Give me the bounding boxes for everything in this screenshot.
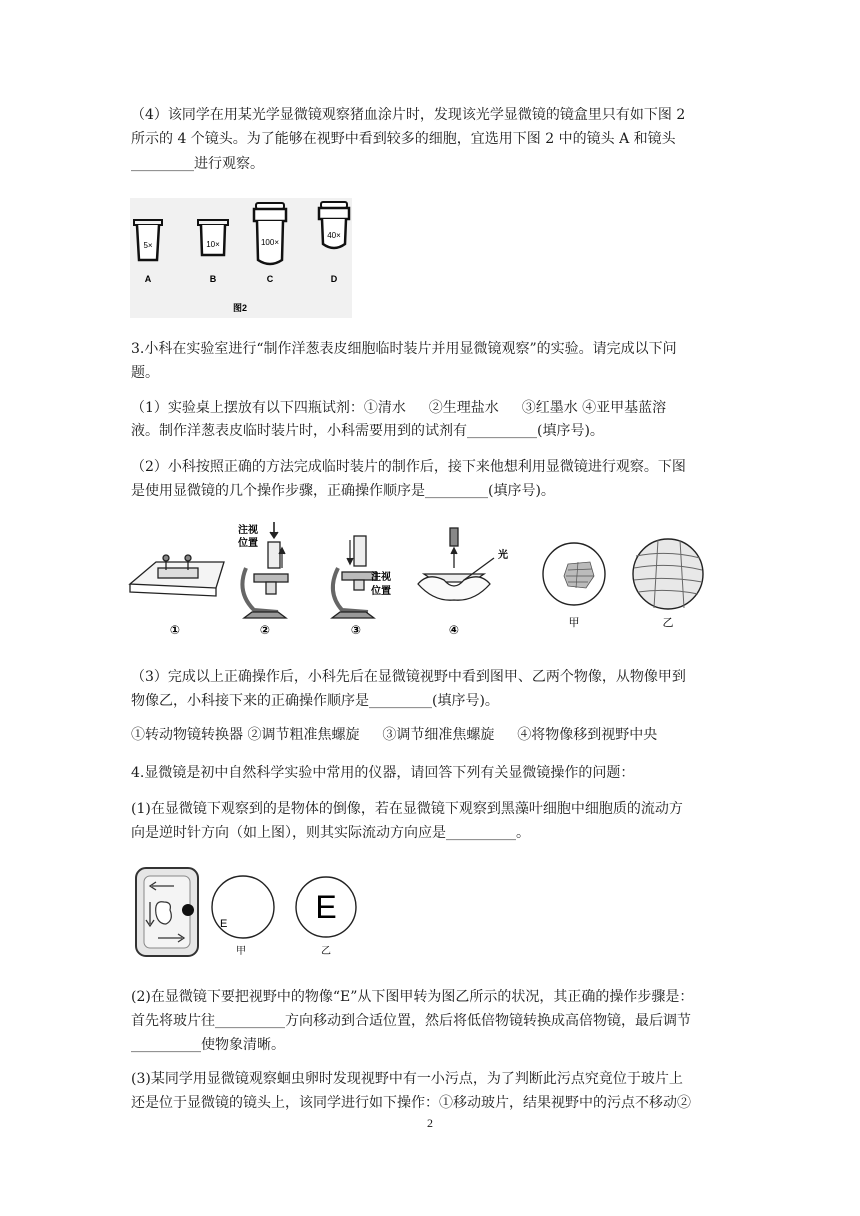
lens-c-label: C (266, 274, 274, 284)
view-jia-label: 甲 (568, 617, 580, 629)
view-yi (633, 539, 703, 609)
step-2-drawing (242, 522, 288, 618)
step-1-label: ① (169, 623, 181, 637)
q3-1-line2: 液。制作洋葱表皮临时装片时，小科需要用到的试剂有__________(填序号)。 (131, 423, 604, 439)
q4-1-line2: 向是逆时针方向（如上图），则其实际流动方向应是__________。 (131, 825, 530, 841)
big-e: E (315, 889, 337, 925)
small-e: E (220, 918, 228, 930)
q4-3-line2: 还是位于显微镜的镜头上，该同学进行如下操作：①移动玻片，结果视野中的污点不移动② (131, 1095, 691, 1111)
step-3-drawing (332, 536, 376, 618)
figure-2-lenses (130, 198, 352, 322)
q2-4-line1: （4）该同学在用某光学显微镜观察猪血涂片时，发现该光学显微镜的镜盒里只有如下图 2 (131, 107, 686, 123)
q4-line1: 4.显微镜是初中自然科学实验中常用的仪器，请回答下列有关显微镜操作的问题： (131, 765, 635, 781)
q3-2-line1: （2）小科按照正确的方法完成临时装片的制作后，接下来他想利用显微镜进行观察。下图 (131, 459, 686, 475)
q3-2-line2: 是使用显微镜的几个操作步骤，正确操作顺序是_________(填序号)。 (131, 483, 555, 499)
step-3-watch-2: 位置 (371, 586, 391, 597)
step-3-label: ③ (350, 623, 362, 637)
step-4-label: ④ (448, 623, 460, 637)
q3-line2: 题。 (131, 365, 159, 381)
step-3-watch-1: 注视 (371, 572, 391, 583)
q2-4-line2: 所示的 4 个镜头。为了能够在视野中看到较多的细胞，宜选用下图 2 中的镜头 A 和镜头 (131, 131, 676, 147)
cytoplasm-flow-cell (136, 868, 198, 956)
e-view-jia-label: 甲 (236, 946, 246, 957)
q4-2-line1: (2)在显微镜下要把视野中的物像“E”从下图甲转为图乙所示的状况，其正确的操作步骤是： (131, 989, 694, 1005)
q3-line1: 3.小科在实验室进行“制作洋葱表皮细胞临时装片并用显微镜观察”的实验。请完成以下问 (131, 341, 677, 357)
q2-4-line3: _________进行观察。 (131, 156, 264, 172)
step-2-label: ② (259, 623, 271, 637)
figure-3-steps (128, 522, 728, 654)
step-4-drawing (418, 528, 494, 600)
e-view-yi (296, 877, 356, 937)
lens-d-mag: 40× (327, 231, 341, 240)
q3-3-line1: （3）完成以上正确操作后，小科先后在显微镜视野中看到图甲、乙两个物像，从物像甲到 (131, 669, 686, 685)
lens-b-label: B (209, 274, 217, 284)
step-4-light: 光 (498, 550, 508, 561)
step-2-watch-2: 位置 (238, 538, 258, 549)
page-number: 2 (427, 1116, 433, 1130)
q4-1-line1: (1)在显微镜下观察到的是物体的倒像，若在显微镜下观察到黑藻叶细胞中细胞质的流动方 (131, 801, 683, 817)
view-jia (543, 543, 605, 605)
lens-b-mag: 10× (206, 240, 220, 249)
q3-options: ①转动物镜转换器 ②调节粗准焦螺旋 ③调节细准焦螺旋 ④将物像移到视野中央 (131, 727, 658, 743)
lens-a-label: A (144, 274, 152, 284)
q4-3-line1: (3)某同学用显微镜观察蛔虫卵时发现视野中有一小污点，为了判断此污点究竟位于玻片上 (131, 1071, 683, 1087)
step-2-watch-1: 注视 (238, 525, 258, 536)
e-view-yi-label: 乙 (321, 946, 331, 957)
q4-2-line3: __________使物象清晰。 (131, 1037, 285, 1053)
e-view-jia (212, 876, 274, 938)
q3-3-line2: 物像乙，小科接下来的正确操作顺序是_________(填序号)。 (131, 693, 499, 709)
step-1-drawing (130, 555, 224, 596)
lens-d-label: D (330, 274, 338, 284)
q3-1-line1: （1）实验桌上摆放有以下四瓶试剂：①清水 ②生理盐水 ③红墨水 ④亚甲基蓝溶 (131, 400, 667, 416)
lens-c-mag: 100× (260, 238, 280, 247)
q4-2-line2: 首先将玻片往__________方向移动到合适位置，然后将低倍物镜转换成高倍物镜，最后调节 (131, 1013, 691, 1029)
lens-a-mag: 5× (143, 241, 153, 250)
figure-2-caption: 图2 (232, 303, 248, 313)
view-yi-label: 乙 (662, 617, 674, 629)
figure-4 (130, 862, 362, 966)
